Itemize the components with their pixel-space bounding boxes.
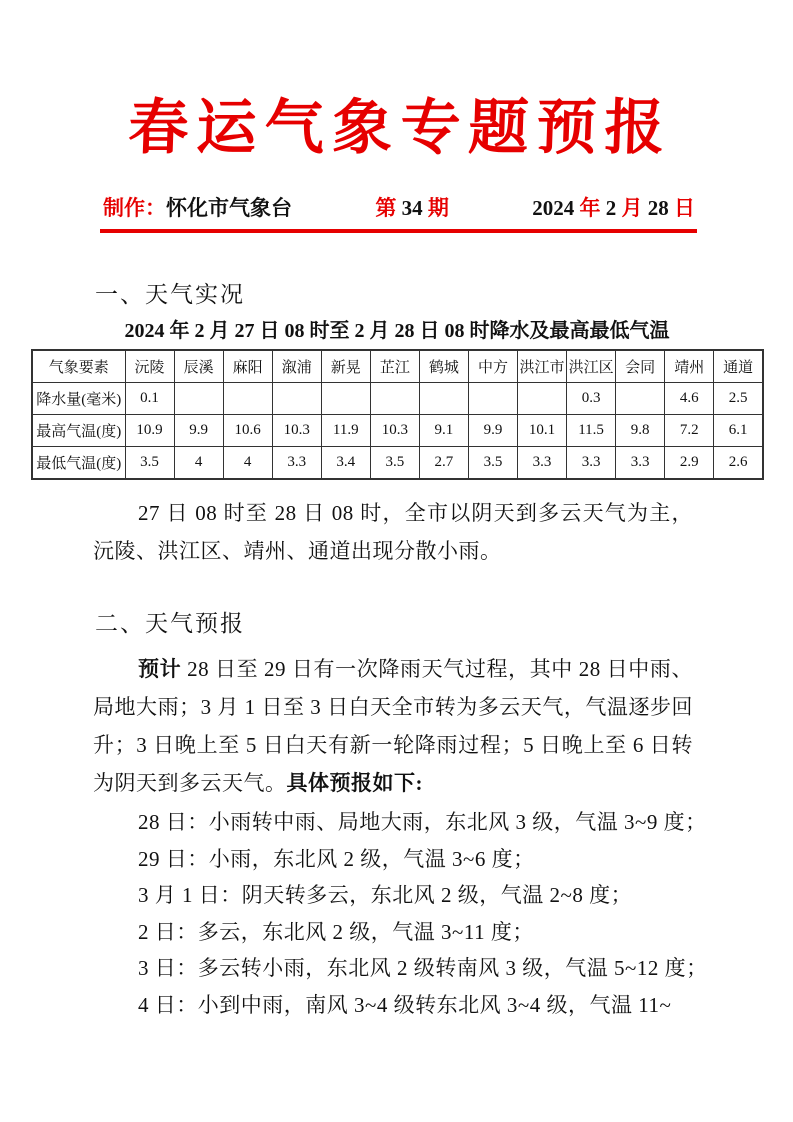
date-day-label: 日 xyxy=(674,196,695,220)
issue-prefix: 第 xyxy=(375,196,402,220)
issue-value: 34 xyxy=(401,196,423,220)
header-cell: 中方 xyxy=(468,350,517,383)
producer-label: 制作： xyxy=(103,196,166,220)
red-divider-rule xyxy=(100,229,697,233)
table-cell xyxy=(518,383,567,415)
table-row-max-temp xyxy=(32,415,763,447)
table-cell: 3.3 xyxy=(567,447,616,480)
table-cell: 11.5 xyxy=(567,415,616,447)
header-cell: 芷江 xyxy=(370,350,419,383)
header-cell: 会同 xyxy=(616,350,665,383)
table-cell: 0.1 xyxy=(125,383,174,415)
table-cell: 4 xyxy=(174,447,223,480)
table-cell: 9.9 xyxy=(468,415,517,447)
table-cell xyxy=(174,383,223,415)
table-cell xyxy=(370,383,419,415)
table-cell: 10.3 xyxy=(370,415,419,447)
forecast-intro-tail: 具体预报如下: xyxy=(286,771,423,795)
table-cell: 10.1 xyxy=(518,415,567,447)
producer-name: 怀化市气象台 xyxy=(166,196,292,220)
date-year-value: 2024 xyxy=(532,196,580,220)
table-cell xyxy=(616,383,665,415)
header-cell: 气象要素 xyxy=(32,350,125,383)
table-cell: 2.5 xyxy=(714,383,763,415)
table-cell: 11.9 xyxy=(321,415,370,447)
table-cell xyxy=(419,383,468,415)
table-cell: 9.9 xyxy=(174,415,223,447)
table-cell xyxy=(468,383,517,415)
forecast-intro-body: 28 日至 29 日有一次降雨天气过程，其中 28 日中雨、局地大雨；3 月 1 日至 3 日白天全市转为多云天气，气温逐步回升；3 日晚上至 5 日白天有新一轮降雨过程；5 日晚上至 6 日转为阴天到多云天气。 xyxy=(93,657,694,795)
table-cell: 3.4 xyxy=(321,447,370,480)
date-day-value: 28 xyxy=(642,196,674,220)
table-cell xyxy=(272,383,321,415)
row-label: 最高气温(度) xyxy=(32,415,125,447)
table-cell: 4.6 xyxy=(665,383,714,415)
table-cell: 10.3 xyxy=(272,415,321,447)
table-cell: 3.5 xyxy=(125,447,174,480)
table-cell: 7.2 xyxy=(665,415,714,447)
issue-date xyxy=(532,192,695,222)
table-cell xyxy=(223,383,272,415)
table-cell: 3.5 xyxy=(468,447,517,480)
forecast-line-mar3: 3 日：多云转小雨，东北风 2 级转南风 3 级，气温 5~12 度； xyxy=(138,956,708,980)
table-cell: 4 xyxy=(223,447,272,480)
header-cell: 辰溪 xyxy=(174,350,223,383)
header-cell: 鹤城 xyxy=(419,350,468,383)
forecast-line-mar2: 2 日：多云，东北风 2 级，气温 3~11 度； xyxy=(138,919,534,944)
date-month-label: 月 xyxy=(621,196,643,220)
header-cell: 沅陵 xyxy=(125,350,174,383)
daily-forecast-list xyxy=(93,804,713,1023)
table-cell: 3.3 xyxy=(518,447,567,480)
table-cell: 3.5 xyxy=(370,447,419,480)
forecast-line-mar1: 3 月 1 日：阴天转多云，东北风 2 级，气温 2~8 度； xyxy=(138,883,633,907)
header-cell: 通道 xyxy=(714,350,763,383)
section2-heading: 二、天气预报 xyxy=(95,610,245,636)
date-month-value: 2 xyxy=(600,196,622,220)
forecast-line-feb29: 29 日：小雨，东北风 2 级，气温 3~6 度； xyxy=(138,846,535,871)
table-cell: 9.8 xyxy=(616,415,665,447)
table-cell: 10.6 xyxy=(223,415,272,447)
weather-summary-paragraph: 27 日 08 时至 28 日 08 时，全市以阴天到多云天气为主，沅陵、洪江区、靖州、通道出现分散小雨。 xyxy=(93,501,693,563)
header-cell: 溆浦 xyxy=(272,350,321,383)
table-cell: 9.1 xyxy=(419,415,468,447)
table-cell: 3.3 xyxy=(616,447,665,480)
table-row-min-temp xyxy=(32,447,763,480)
row-label: 最低气温(度) xyxy=(32,447,125,480)
forecast-line-feb28: 28 日：小雨转中雨、局地大雨，东北风 3 级，气温 3~9 度； xyxy=(138,810,707,834)
header-cell: 靖州 xyxy=(665,350,714,383)
forecast-intro-paragraph xyxy=(93,650,693,802)
issue-number xyxy=(375,192,449,222)
table-cell: 2.9 xyxy=(665,447,714,480)
table-cell: 6.1 xyxy=(714,415,763,447)
header-cell: 麻阳 xyxy=(223,350,272,383)
table-cell: 10.9 xyxy=(125,415,174,447)
table-cell: 2.7 xyxy=(419,447,468,480)
table-cell: 0.3 xyxy=(567,383,616,415)
date-year-label: 年 xyxy=(579,196,601,220)
document-title: 春运气象专题预报 xyxy=(127,93,674,163)
table-cell: 3.3 xyxy=(272,447,321,480)
table-caption: 2024 年 2 月 27 日 08 时至 2 月 28 日 08 时降水及最高最低气温 xyxy=(124,320,670,342)
forecast-intro-bold: 预计 xyxy=(138,657,182,681)
weather-data-table xyxy=(31,349,764,480)
producer xyxy=(103,192,292,222)
forecast-line-mar4: 4 日：小到中雨，南风 3~4 级转东北风 3~4 级，气温 11~ xyxy=(138,992,672,1017)
table-cell xyxy=(321,383,370,415)
header-cell: 洪江市 xyxy=(518,350,567,383)
header-cell: 新晃 xyxy=(321,350,370,383)
row-label: 降水量(毫米) xyxy=(32,383,125,415)
table-header-row xyxy=(32,350,763,383)
issue-suffix: 期 xyxy=(422,196,449,220)
table-cell: 2.6 xyxy=(714,447,763,480)
table-row-precipitation xyxy=(32,383,763,415)
header-cell: 洪江区 xyxy=(567,350,616,383)
masthead xyxy=(103,192,695,222)
section1-heading: 一、天气实况 xyxy=(95,281,245,307)
